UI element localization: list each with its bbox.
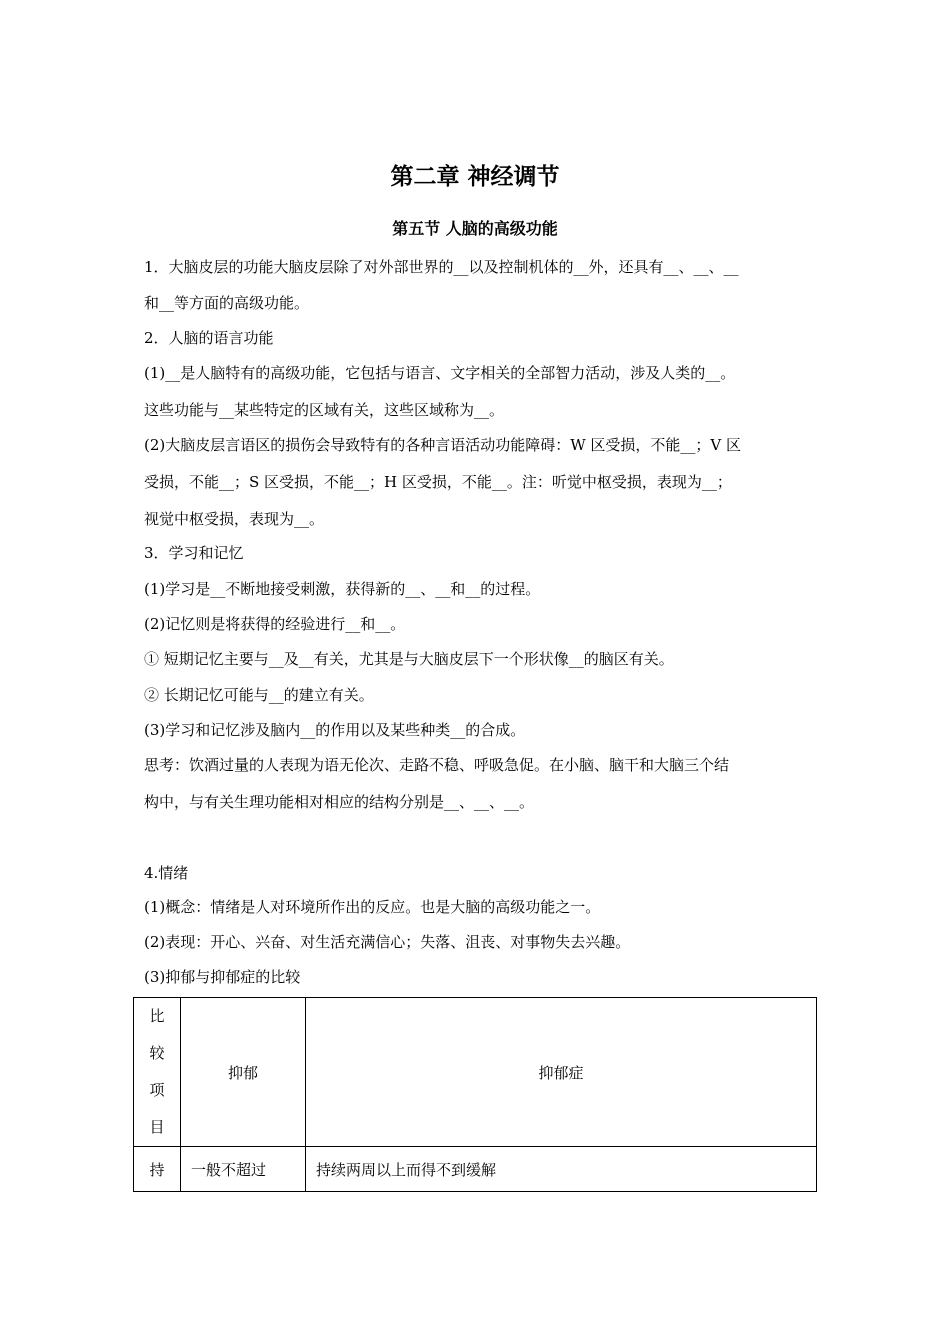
- text-line: 构中，与有关生理功能相对相应的结构分别是__、__、__。: [144, 793, 535, 811]
- text-line: (3)抑郁与抑郁症的比较: [144, 968, 301, 986]
- header-char: 目: [149, 1118, 165, 1136]
- text-line: 视觉中枢受损，表现为__。: [144, 510, 325, 528]
- text-line: (2)记忆则是将获得的经验进行__和__。: [144, 615, 406, 633]
- header-cell-depression: 抑郁: [181, 998, 306, 1147]
- text-line: 受损，不能__；S 区受损，不能__；H 区受损，不能__。注：听觉中枢受损，表现为__；: [144, 473, 732, 491]
- header-cell-item: [134, 998, 181, 1147]
- header-char: 项: [149, 1081, 165, 1099]
- text-line: 这些功能与__某些特定的区域有关，这些区域称为__。: [144, 401, 505, 419]
- text-line: (1)概念：情绪是人对环境所作出的反应。也是大脑的高级功能之一。: [144, 898, 601, 916]
- text-line: ① 短期记忆主要与__及__有关，尤其是与大脑皮层下一个形状像__的脑区有关。: [144, 650, 674, 668]
- text-line: (1)学习是__不断地接受刺激，获得新的__、__和__的过程。: [144, 580, 541, 598]
- table-cell: 持: [134, 1147, 181, 1192]
- header-char: 比: [149, 1007, 165, 1025]
- header-char: 较: [149, 1044, 165, 1062]
- section-title: 第五节 人脑的高级功能: [392, 219, 558, 238]
- chapter-title: 第二章 神经调节: [390, 164, 560, 190]
- text-line: ② 长期记忆可能与__的建立有关。: [144, 686, 374, 704]
- text-line: (2)大脑皮层言语区的损伤会导致特有的各种言语活动功能障碍：W 区受损，不能__；V 区: [144, 436, 742, 454]
- header-cell-depressive-disorder: 抑郁症: [306, 998, 817, 1147]
- text-line: 3．学习和记忆: [144, 544, 244, 562]
- table-cell: 一般不超过: [181, 1147, 306, 1192]
- comparison-table: [133, 997, 817, 1192]
- table-row: [134, 1147, 817, 1192]
- text-line: 思考：饮酒过量的人表现为语无伦次、走路不稳、呼吸急促。在小脑、脑干和大脑三个结: [144, 756, 730, 774]
- table-cell: 持续两周以上而得不到缓解: [306, 1147, 817, 1192]
- text-line: (3)学习和记忆涉及脑内__的作用以及某些种类__的合成。: [144, 721, 526, 739]
- text-line: 4.情绪: [144, 864, 189, 882]
- text-line: 1．大脑皮层的功能大脑皮层除了对外部世界的__以及控制机体的__外，还具有__、__、__: [144, 258, 739, 276]
- text-line: 和__等方面的高级功能。: [144, 294, 310, 312]
- text-line: 2．人脑的语言功能: [144, 329, 274, 347]
- table-header-row: [134, 998, 817, 1147]
- text-line: (2)表现：开心、兴奋、对生活充满信心；失落、沮丧、对事物失去兴趣。: [144, 933, 631, 951]
- text-line: (1)__是人脑特有的高级功能，它包括与语言、文字相关的全部智力活动，涉及人类的__。: [144, 364, 736, 382]
